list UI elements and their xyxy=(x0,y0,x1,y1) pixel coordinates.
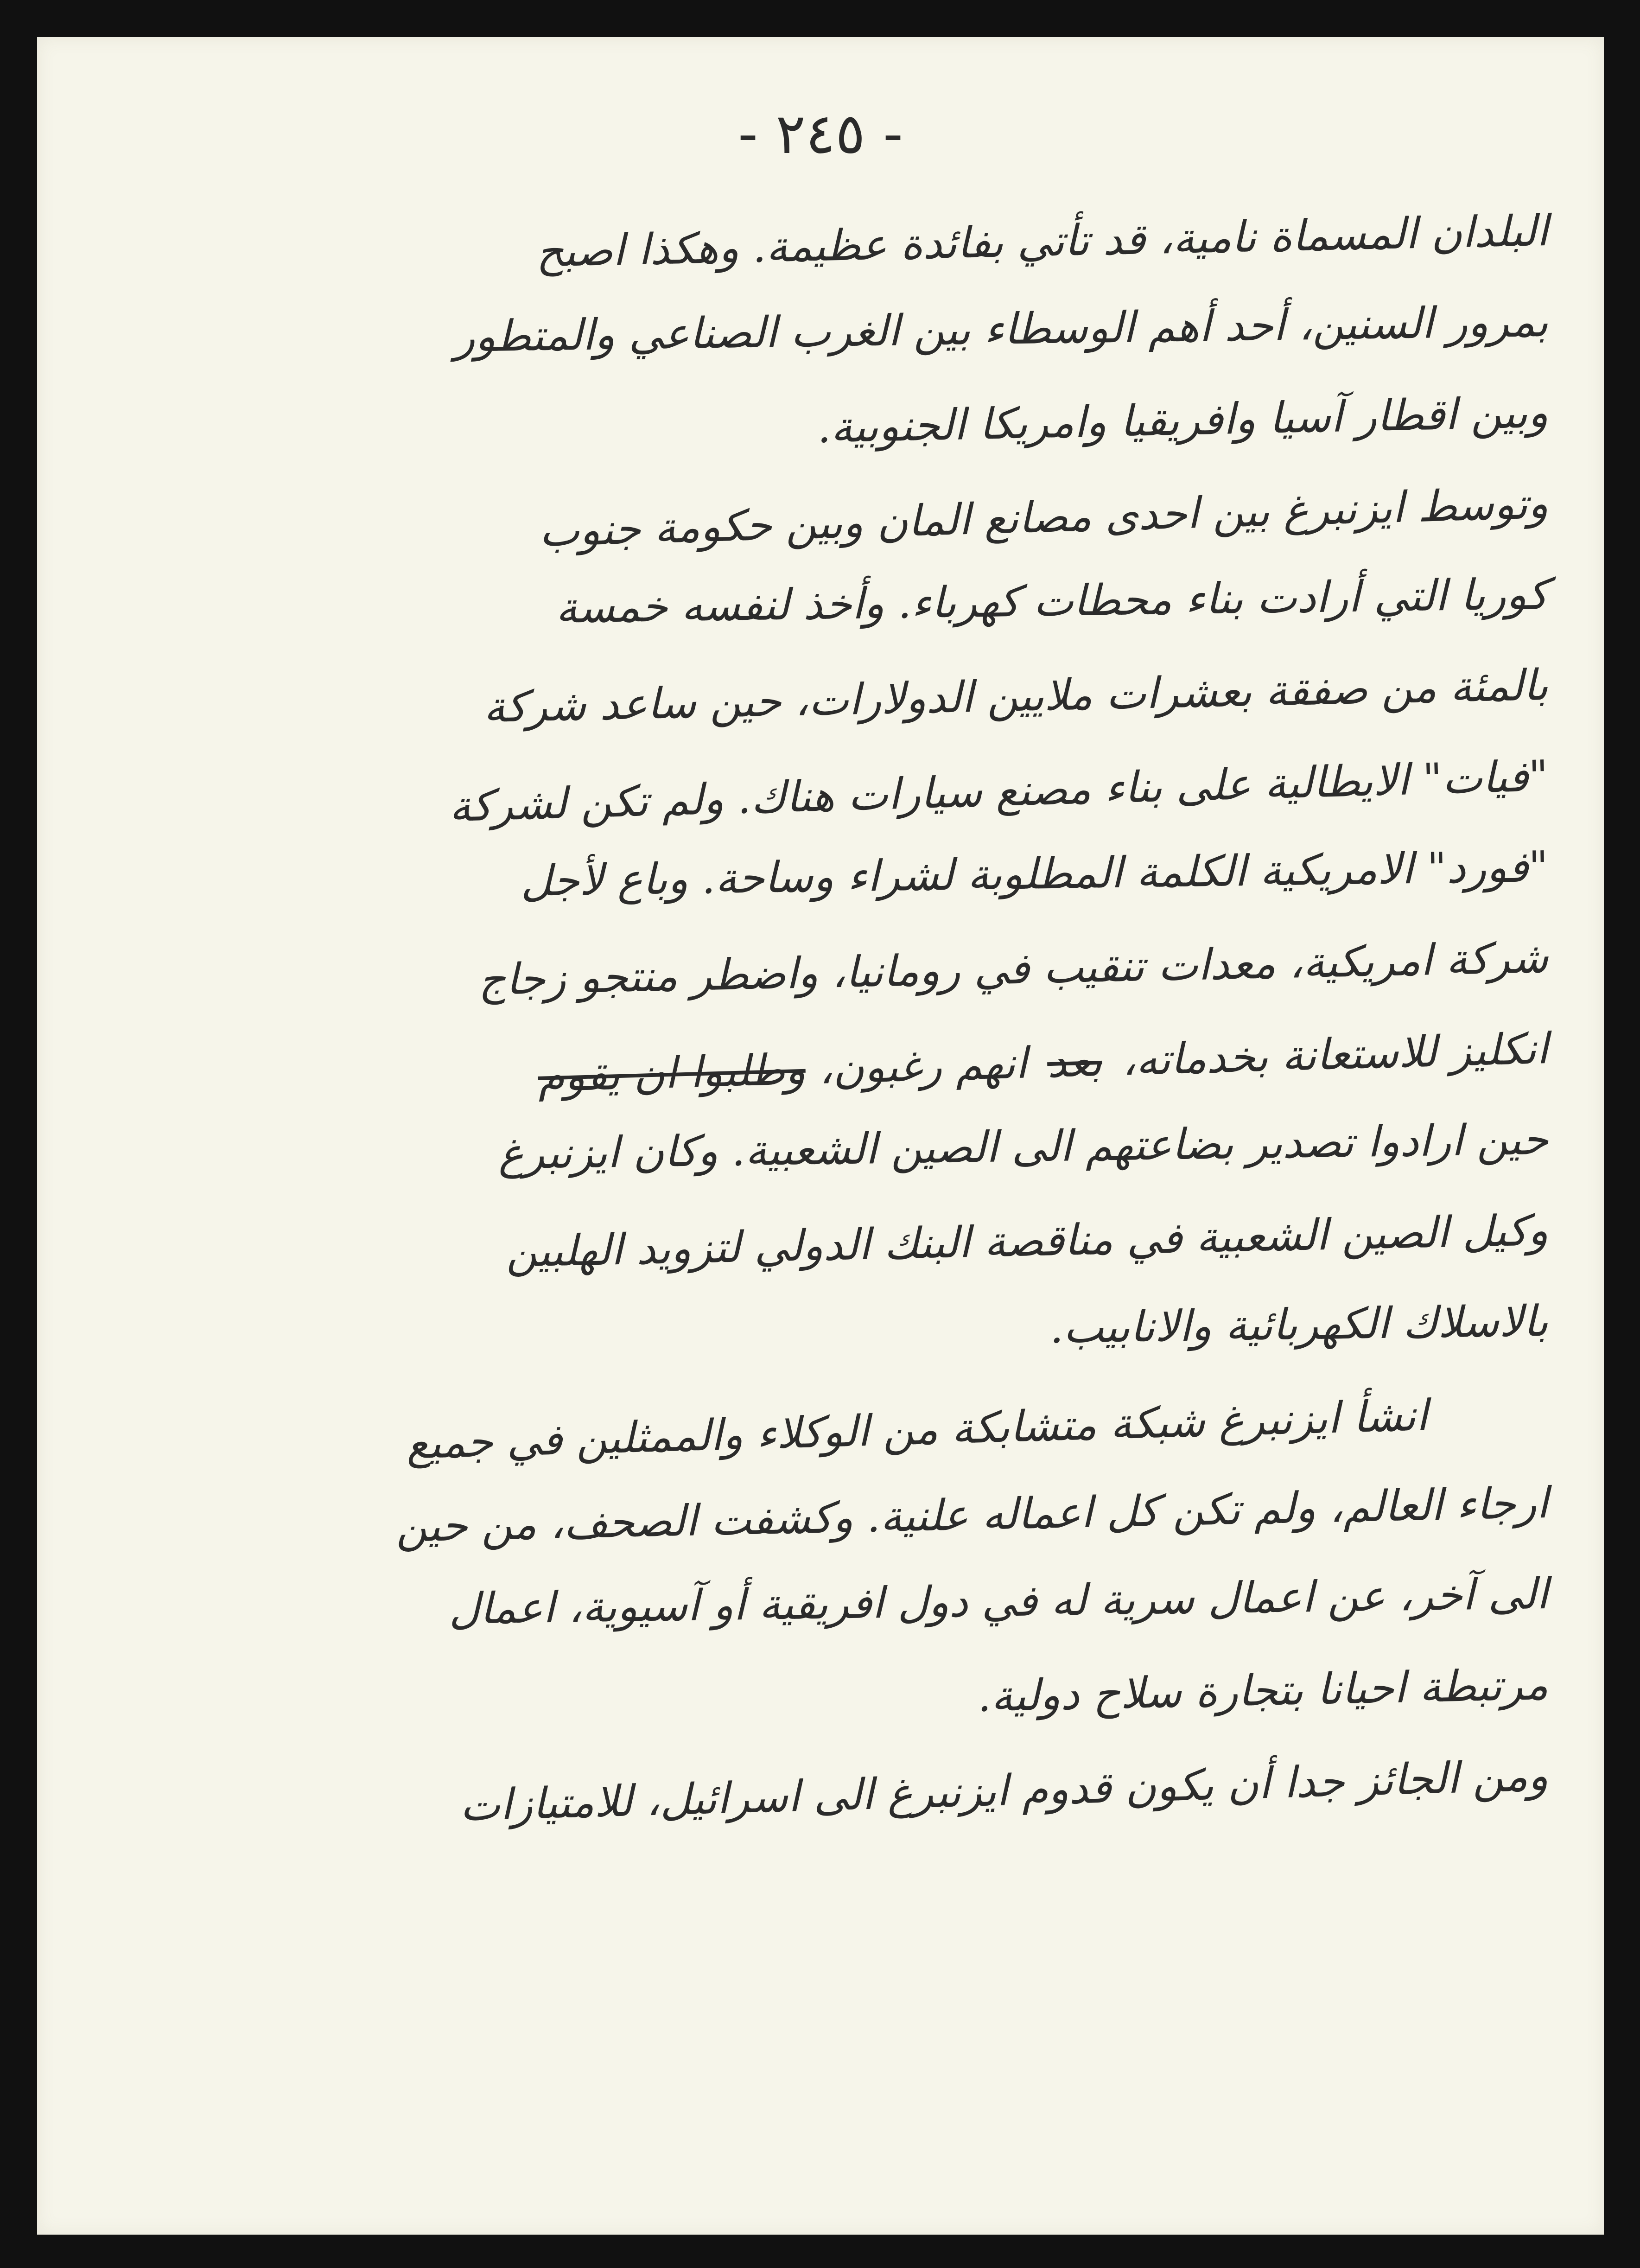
text-line-16: الى آخر، عن اعمال سرية له في دول افريقية أو آسيوية، اعمال xyxy=(448,1569,1549,1634)
struck-phrase: وطلبوا ان يقوم xyxy=(537,1044,807,1102)
handwritten-text-body xyxy=(116,185,1549,1831)
text-line-8: "فورد" الامريكية الكلمة المطلوبة لشراء وساحة. وباع لأجل xyxy=(520,842,1549,906)
text-line-5: كوريا التي أرادت بناء محطات كهرباء. وأخذ لنفسه خمسة xyxy=(555,569,1549,633)
text-line-2: بمرور السنين، أحد أهم الوسطاء بين الغرب الصناعي والمتطور xyxy=(454,297,1549,362)
text-line-4: وتوسط ايزنبرغ بين احدى مصانع المان وبين حكومة جنوب xyxy=(538,478,1549,556)
text-line-14: انشأ ايزنبرغ شبكة متشابكة من الوكلاء والممثلين في جميع xyxy=(406,1390,1429,1469)
text-line-9: شركة امريكية، معدات تنقيب في رومانيا، واضطر منتجو زجاج xyxy=(477,933,1549,1005)
page-number: - ٢٤٥ - xyxy=(737,102,903,166)
text-line-15: ارجاء العالم، ولم تكن كل اعماله علنية. وكشفت الصحف، من حين xyxy=(395,1478,1549,1552)
text-line-12: وكيل الصين الشعبية في مناقصة البنك الدولي لتزويد الهلبين xyxy=(505,1205,1549,1277)
text-line-3: وبين اقطار آسيا وافريقيا وامريكا الجنوبية. xyxy=(816,388,1549,453)
text-line-1: البلدان المسماة نامية، قد تأتي بفائدة عظيمة. وهكذا اصبح xyxy=(535,206,1549,277)
struck-word-scribble: بعد xyxy=(1046,1036,1103,1088)
manuscript-page xyxy=(37,37,1604,2235)
text-line-7: "فيات" الايطالية على بناء مصنع سيارات هناك. ولم تكن لشركة xyxy=(448,751,1549,832)
text-line-11: حين ارادوا تصدير بضاعتهم الى الصين الشعبية. وكان ايزنبرغ xyxy=(498,1115,1549,1179)
text-line-13: بالاسلاك الكهربائية والانابيب. xyxy=(1049,1296,1549,1353)
text-line-10-start: انكليز للاستعانة بخدماته، xyxy=(1121,1024,1549,1085)
text-line-17: مرتبطة احيانا بتجارة سلاح دولية. xyxy=(977,1660,1549,1721)
text-line-18: ومن الجائز جدا أن يكون قدوم ايزنبرغ الى اسرائيل، للامتيازات xyxy=(459,1751,1549,1831)
text-line-6: بالمئة من صفقة بعشرات ملايين الدولارات، حين ساعد شركة xyxy=(483,660,1549,733)
text-line-10-middle: انهم رغبون، xyxy=(818,1038,1028,1094)
